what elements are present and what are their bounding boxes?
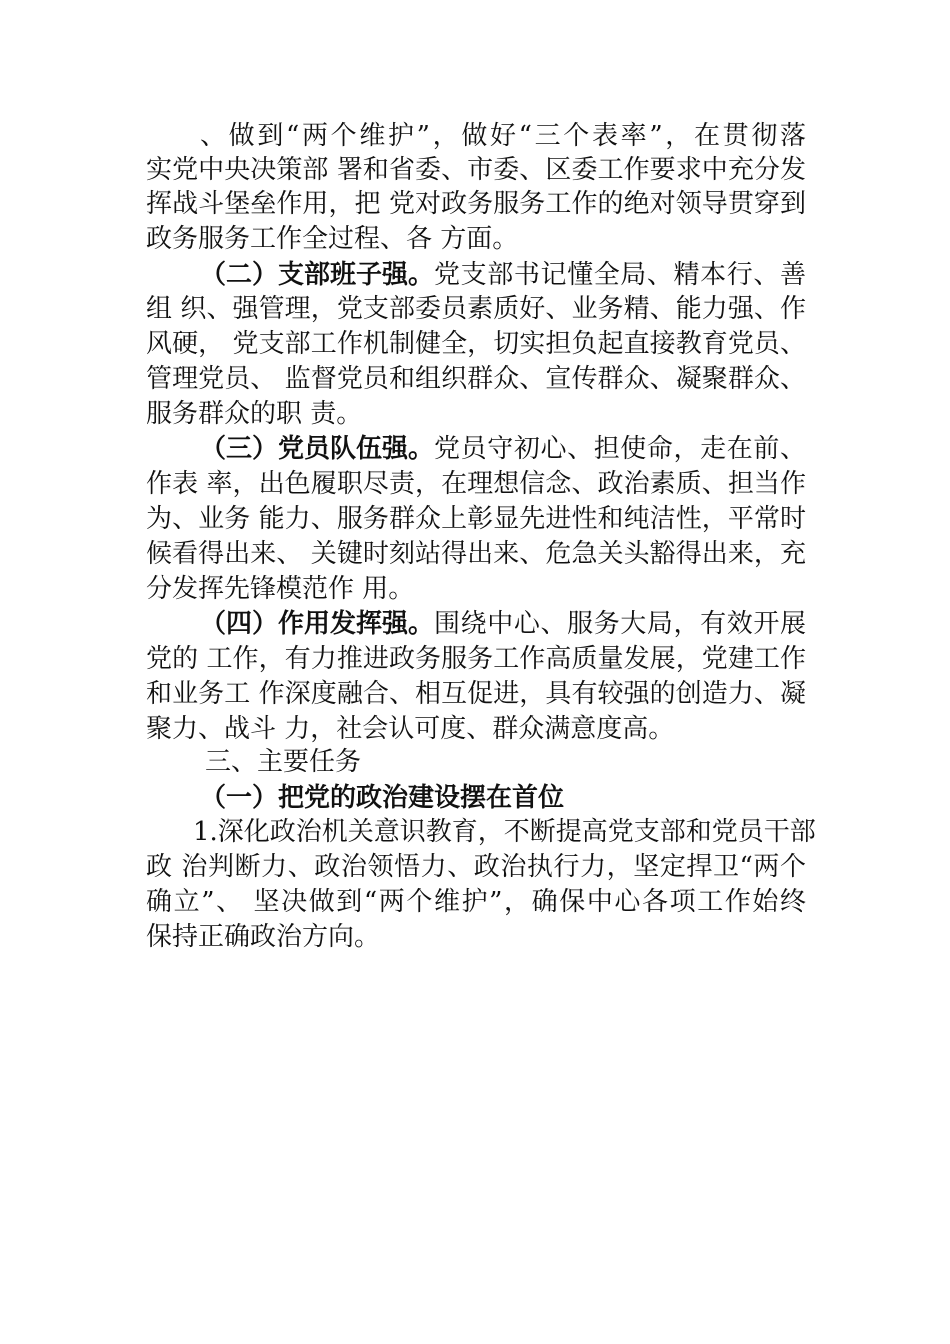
paragraph-4-line-2: 党的 工作，有力推进政务服务工作高质量发展，党建工作 (146, 644, 806, 674)
paragraph-5-line-2: 政 治判断力、政治领悟力、政治执行力，坚定捍卫“两个 (146, 852, 806, 882)
paragraph-5-line-3: 确立”、 坚决做到“两个维护”，确保中心各项工作始终 (146, 887, 806, 917)
paragraph-1-line-2: 实党中央决策部 署和省委、市委、区委工作要求中充分发 (146, 155, 806, 185)
paragraph-4-line-4: 聚力、战斗 力，社会认可度、群众满意度高。 (146, 714, 675, 744)
paragraph-3-line-1 (200, 431, 806, 467)
paragraph-3-line-5: 分发挥先锋模范作 用。 (146, 574, 415, 604)
paragraph-2-heading: （二）支部班子强。 (200, 260, 435, 290)
paragraph-2-line-1 (200, 257, 806, 293)
paragraph-2-line-5: 服务群众的职 责。 (146, 399, 363, 429)
paragraph-3-heading: （三）党员队伍强。 (200, 434, 435, 464)
paragraph-1-line-3: 挥战斗堡垒作用，把 党对政务服务工作的绝对领导贯穿到 (146, 189, 806, 219)
section-heading: 三、主要任务 (205, 747, 362, 777)
paragraph-3-line-4: 候看得出来、 关键时刻站得出来、危急关头豁得出来，充 (146, 539, 806, 569)
paragraph-2-line-1-text: 党支部书记懂全局、精本行、善 (434, 260, 806, 290)
paragraph-3-line-2: 作表 率，出色履职尽责，在理想信念、政治素质、担当作 (146, 469, 806, 499)
paragraph-2-line-3: 风硬， 党支部工作机制健全，切实担负起直接教育党员、 (146, 329, 806, 359)
paragraph-3-line-3: 为、业务 能力、服务群众上彰显先进性和纯洁性，平常时 (146, 504, 806, 534)
sub-heading: （一）把党的政治建设摆在首位 (200, 783, 565, 813)
paragraph-5-line-4: 保持正确政治方向。 (146, 922, 381, 952)
paragraph-3-line-1-text: 党员守初心、担使命，走在前、 (434, 434, 806, 464)
paragraph-5-line-1: 1.深化政治机关意识教育，不断提高党支部和党员干部 (193, 817, 816, 847)
paragraph-2-line-2: 组 织、强管理，党支部委员素质好、业务精、能力强、作 (146, 294, 806, 324)
paragraph-1-line-4: 政务服务工作全过程、各 方面。 (146, 224, 519, 254)
paragraph-4-line-1 (200, 606, 806, 642)
paragraph-4-heading: （四）作用发挥强。 (200, 609, 435, 639)
paragraph-4-line-3: 和业务工 作深度融合、相互促进，具有较强的创造力、凝 (146, 679, 806, 709)
paragraph-1-line-1: 、做到“两个维护”，做好“三个表率”，在贯彻落 (200, 121, 806, 151)
paragraph-2-line-4: 管理党员、 监督党员和组织群众、宣传群众、凝聚群众、 (146, 364, 806, 394)
paragraph-4-line-1-text: 围绕中心、服务大局，有效开展 (434, 609, 806, 639)
